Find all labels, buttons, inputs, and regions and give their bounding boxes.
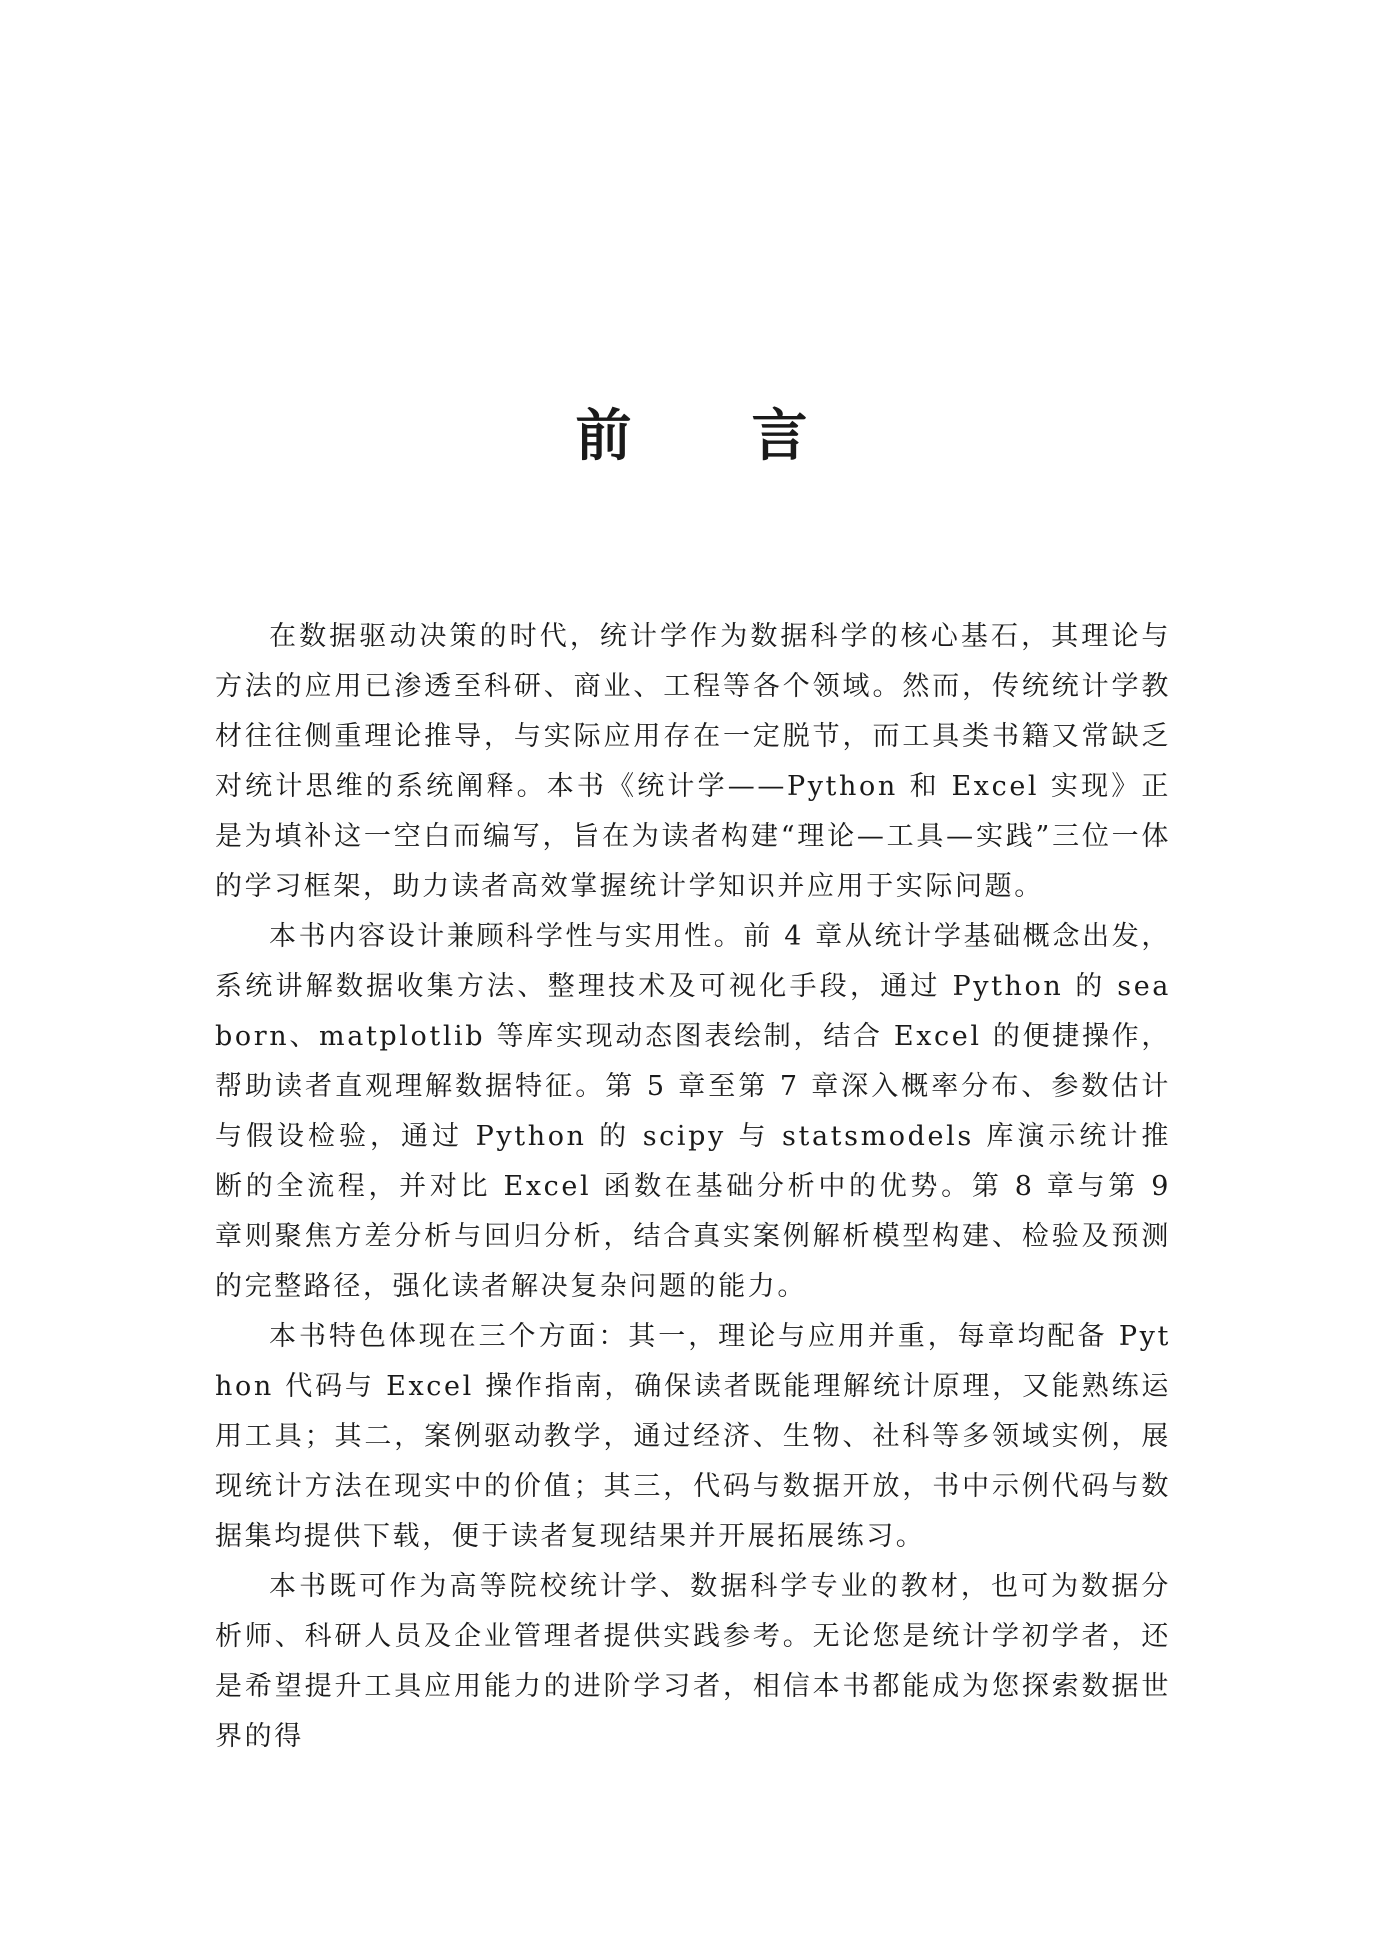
paragraph-4: 本书既可作为高等院校统计学、数据科学专业的教材，也可为数据分析师、科研人员及企业管理者提供实践参考。无论您是统计学初学者，还是希望提升工具应用能力的进阶学习者，相信本书都能成为您探索数据世界的得	[215, 1571, 1171, 1752]
preface-body	[215, 612, 1171, 1762]
title-char-2: 言	[751, 404, 810, 469]
paragraph-2: 本书内容设计兼顾科学性与实用性。前 4 章从统计学基础概念出发，系统讲解数据收集方法、整理技术及可视化手段，通过 Python 的 seaborn、matplotlib 等库实现动态图表绘制，结合 Excel 的便捷操作，帮助读者直观理解数据特征。第 5 章至第 7 章深入概率分布、参数估计与假设检验，通过 Python 的 scipy 与 statsmodels 库演示统计推断的全流程，并对比 Excel 函数在基础分析中的优势。第 8 章与第 9 章则聚焦方差分析与回归分析，结合真实案例解析模型构建、检验及预测的完整路径，强化读者解决复杂问题的能力。	[215, 921, 1171, 1302]
page-title	[0, 402, 1385, 472]
paragraph-1: 在数据驱动决策的时代，统计学作为数据科学的核心基石，其理论与方法的应用已渗透至科研、商业、工程等各个领域。然而，传统统计学教材往往侧重理论推导，与实际应用存在一定脱节，而工具类书籍又常缺乏对统计思维的系统阐释。本书《统计学——Python 和 Excel 实现》正是为填补这一空白而编写，旨在为读者构建“理论—工具—实践”三位一体的学习框架，助力读者高效掌握统计学知识并应用于实际问题。	[215, 621, 1171, 902]
paragraph-3: 本书特色体现在三个方面：其一，理论与应用并重，每章均配备 Python 代码与 Excel 操作指南，确保读者既能理解统计原理，又能熟练运用工具；其二，案例驱动教学，通过经济、生物、社科等多领域实例，展现统计方法在现实中的价值；其三，代码与数据开放，书中示例代码与数据集均提供下载，便于读者复现结果并开展拓展练习。	[215, 1321, 1171, 1552]
title-char-1: 前	[575, 404, 634, 469]
